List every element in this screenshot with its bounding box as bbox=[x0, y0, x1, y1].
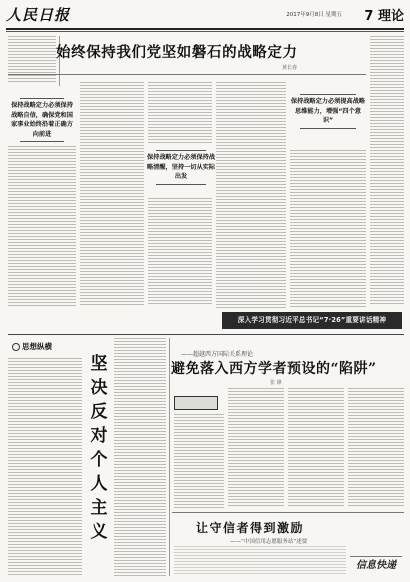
pull-quote-rule bbox=[156, 150, 206, 151]
article2-sub-label bbox=[174, 396, 218, 410]
intro-text-block bbox=[8, 36, 56, 84]
pull-quote-2 bbox=[146, 148, 216, 187]
article2-headline: 避免落入西方学者预设的“陷阱” bbox=[171, 361, 377, 377]
article2-kicker: ——超越西方国际关系理论 bbox=[181, 351, 254, 358]
main-body-col-3b bbox=[148, 198, 212, 306]
article3-subtitle: ——“中国信用志愿服务站”述要 bbox=[230, 539, 308, 545]
special-topic-banner: 深入学习贯彻习近平总书记“7·26”重要讲话精神 bbox=[222, 312, 402, 329]
article2-col-1 bbox=[174, 414, 224, 508]
pull-quote-rule bbox=[20, 98, 64, 99]
article2-col-2 bbox=[228, 388, 284, 508]
pull-quote-1-text: 保持战略定力必须保持战略自信，确保党和国家事业始终沿着正确方向前进 bbox=[11, 102, 73, 138]
pull-quote-rule bbox=[300, 94, 356, 95]
main-headline: 始终保持我们党坚如磐石的战略定力 bbox=[56, 45, 298, 61]
article3-text bbox=[174, 546, 346, 576]
pull-quote-rule bbox=[300, 128, 356, 129]
page-section: 7 理论 bbox=[364, 9, 404, 24]
column-badge-icon bbox=[12, 343, 20, 351]
pull-quote-1 bbox=[10, 96, 74, 144]
main-body-col-3 bbox=[148, 82, 212, 144]
main-body-col-4 bbox=[216, 82, 286, 308]
newspaper-logo: 人民日报 bbox=[6, 6, 71, 24]
main-body-col-2 bbox=[80, 82, 144, 306]
pull-quote-3 bbox=[290, 92, 366, 131]
masthead bbox=[6, 4, 404, 28]
section-separator bbox=[8, 334, 404, 335]
main-body-col-5 bbox=[290, 150, 366, 308]
column-divider bbox=[169, 338, 170, 576]
column-label bbox=[12, 340, 52, 354]
article2-col-3 bbox=[288, 388, 344, 508]
column-text-2 bbox=[114, 338, 166, 576]
column-vertical-title: 坚决反对个人主义 bbox=[90, 354, 108, 542]
main-byline: 黄长春 bbox=[282, 65, 298, 71]
issue-date: 2017年9月8日 星期五 bbox=[286, 12, 342, 18]
right-column-text bbox=[370, 36, 404, 304]
column-text-1 bbox=[8, 358, 82, 576]
headline-rule bbox=[8, 74, 366, 75]
article2-byline: 张 锋 bbox=[270, 380, 282, 386]
main-body-col-1 bbox=[8, 146, 76, 306]
masthead-rule-thin bbox=[6, 31, 404, 32]
pull-quote-rule bbox=[20, 141, 64, 142]
masthead-rule bbox=[6, 28, 404, 30]
pull-quote-3-text: 保持战略定力必须提高战略思维能力，增强“四个意识” bbox=[290, 98, 366, 124]
pull-quote-rule bbox=[156, 184, 206, 185]
quick-news-label: 信息快递 bbox=[350, 556, 402, 574]
article3-separator bbox=[172, 512, 404, 513]
article3-headline: 让守信者得到激励 bbox=[196, 521, 305, 535]
article2-col-4 bbox=[348, 388, 404, 508]
column-label-text: 思想纵横 bbox=[22, 342, 52, 351]
pull-quote-2-text: 保持战略定力必须保持战略清醒，坚持一切从实际出发 bbox=[146, 154, 216, 180]
